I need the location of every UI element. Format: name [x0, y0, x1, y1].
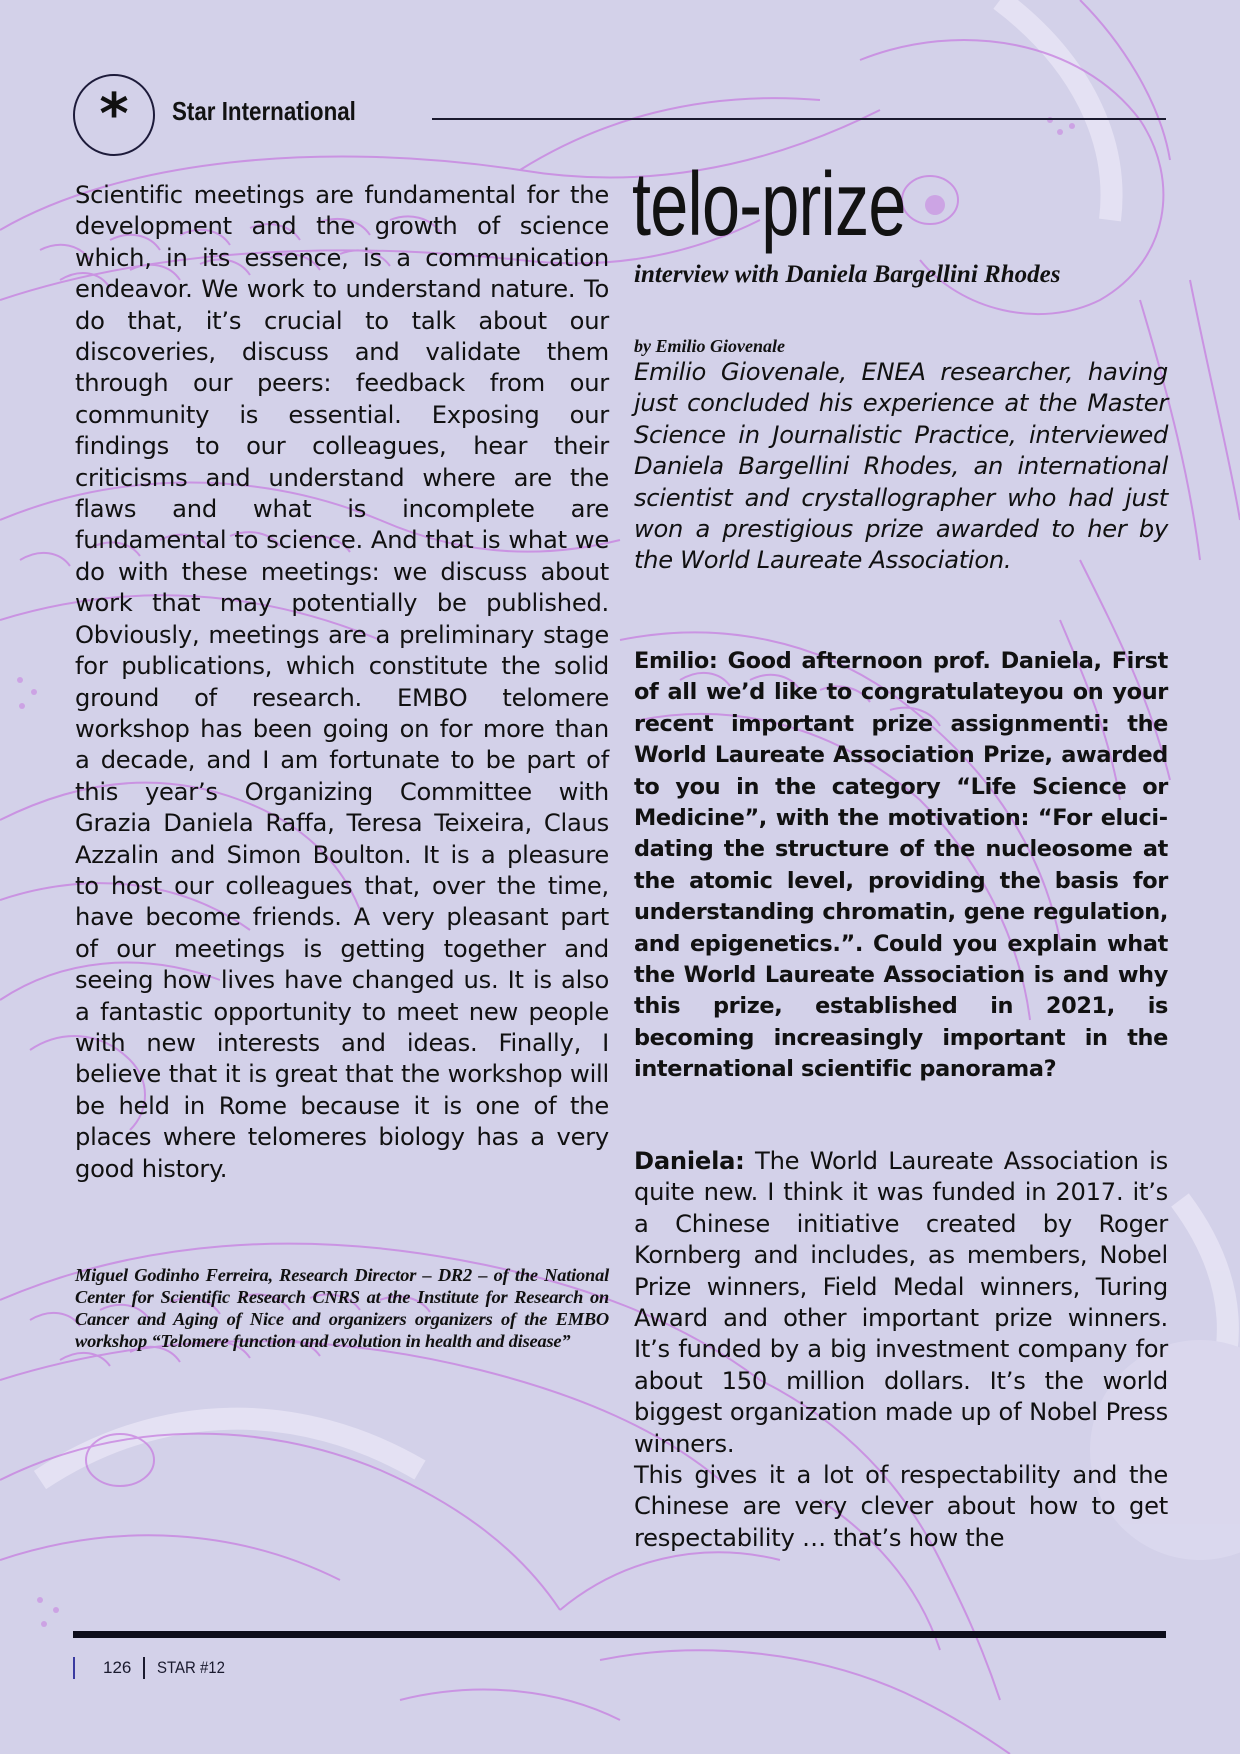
answer-paragraph	[634, 1146, 1168, 1460]
page-footer	[73, 1656, 234, 1680]
star-glyph: *	[99, 82, 129, 147]
header-divider	[432, 118, 1166, 120]
footer-separator	[143, 1657, 145, 1679]
page-number: 126	[103, 1658, 132, 1677]
answer-speaker: Daniela:	[634, 1147, 745, 1175]
left-column-article-text	[75, 180, 609, 1185]
section-title: Star International	[172, 96, 356, 126]
article-byline: by Emilio Giovenale	[634, 336, 785, 356]
article-title: telo-prize	[632, 155, 906, 255]
intro-paragraph: Emilio Giovenale, ENEA researcher, having just concluded his experience at the Master Science in Journalistic Practice, interviewed Daniela Bargellini Rhodes, an international scientist and crystallographer who had just won a prestigious prize awarded to her by the World Laureate Association.	[634, 358, 1168, 575]
article-subtitle: interview with Daniela Bargellini Rhodes	[634, 261, 1061, 288]
answer-paragraph-2: This gives it a lot of respectability and the Chinese are very clever about how to get respectability … that’s how the	[634, 1461, 1168, 1552]
interview-answer	[634, 1146, 1168, 1554]
magazine-issue: STAR #12	[156, 1658, 225, 1677]
article-intro	[634, 357, 1168, 577]
footer-accent-bar	[73, 1657, 75, 1679]
footer-divider	[73, 1631, 1166, 1638]
left-body-paragraph: Scientific meetings are fundamental for the development and the growth of science which, in its essence, is a communication endeavor. We work to understand nature. To do that, it’s crucial to talk about our discoveries, discuss and validate them through our peers: feedback from our community is essential. Exposing our findings to our colleagues, hear their criticisms and understand where are the flaws and what is incomplete are fundamental to science. And that is what we do with these meetings: we discuss about work that may potentially be published. Obviously, meetings are a preliminary stage for publications, which constitute the solid ground of research. EMBO telomere workshop has been going on for more than a decade, and I am fortunate to be part of this year’s Organizing Committee with Grazia Daniela Raffa, Teresa Teixeira, Claus Azzalin and Simon Boulton. It is a pleasure to host our colleagues that, over the time, have become friends. A very pleasant part of our meetings is getting together and seeing how lives have changed us. It is also a fantastic opportunity to meet new people with new interests and ideas. Finally, I believe that it is great that the workshop will be held in Rome because it is one of the places where telomeres biology has a very good history.	[75, 181, 609, 1183]
star-asterisk-icon	[73, 74, 155, 156]
author-signature: Miguel Godinho Ferreira, Research Director – DR2 – of the National Center for Scientific Research CNRS at the Institute for Research on Cancer and Aging of Nice and organizers organizers of the EMBO workshop “Telomere function and evolution in health and disease”	[75, 1265, 609, 1351]
interview-question	[634, 646, 1168, 1086]
question-paragraph: Emilio: Good afternoon prof. Daniela, First of all we’d like to congratulateyou on your recent important prize assignmenti: the World Laureate Association Prize, awarded to you in the category “Life Science or Medicine”, with the motivation: “For elucidating the structure of the nucleosome at the atomic level, providing the basis for understanding chromatin, gene regulation, and epigenetics.”. Could you explain what the World Laureate Association is and why this prize, established in 2021, is becoming increasingly important in the international scientific panorama?	[634, 648, 1168, 1083]
answer-text: The World Laureate Association is quite new. I think it was funded in 2017. it’s a Chinese initiative created by Roger Kornberg and includes, as members, Nobel Prize winners, Field Medal winners, Turing Award and other important prize winners. It’s funded by a big investment company for about 150 million dollars. It’s the world biggest organization made up of Nobel Press winners.	[634, 1147, 1168, 1458]
